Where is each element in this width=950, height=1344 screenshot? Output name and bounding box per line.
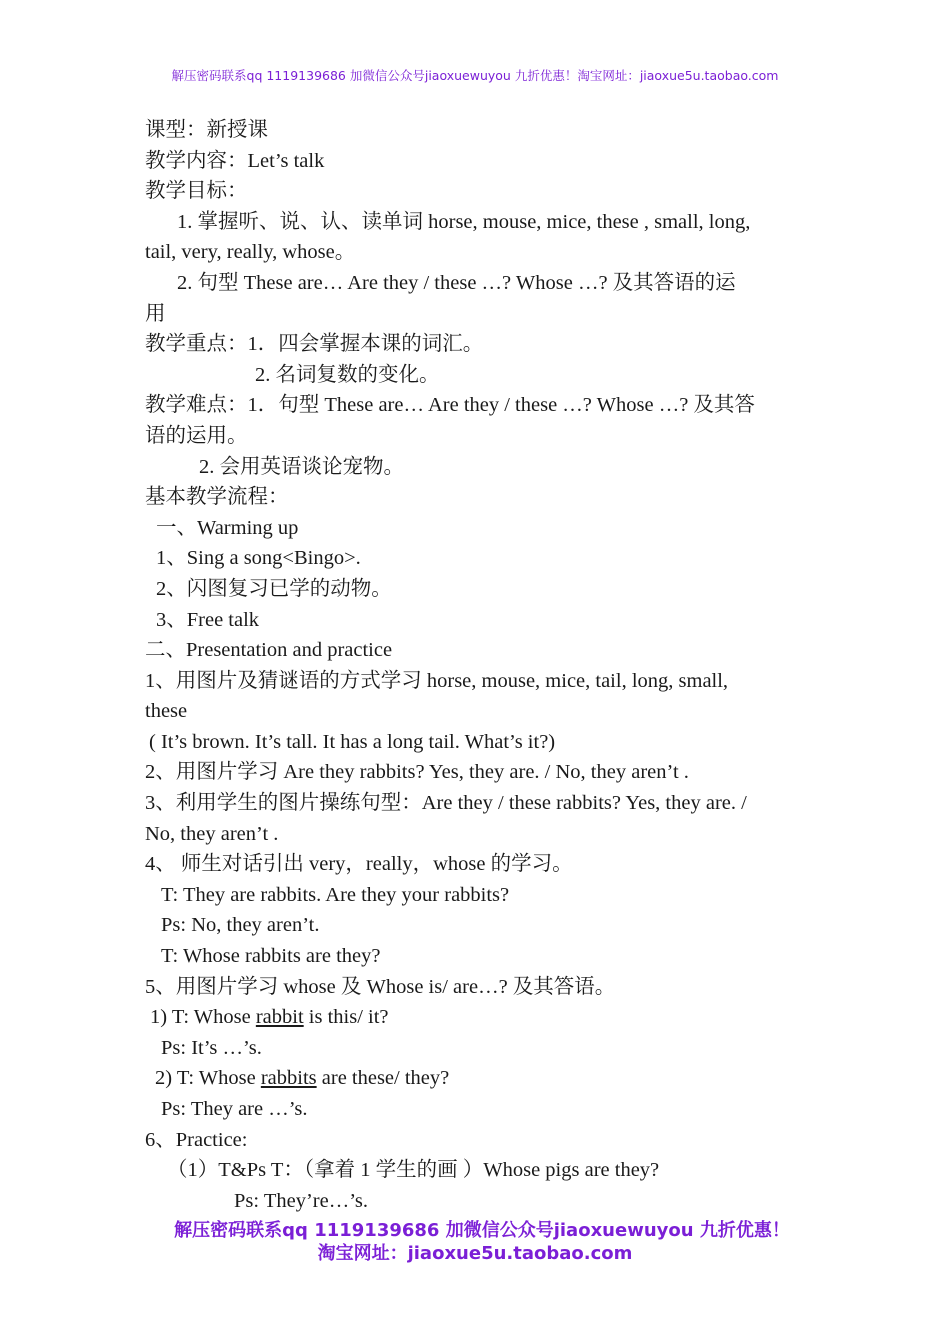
text-line: 3、Free talk [156,608,260,631]
text-line: ( It’s brown. It’s tall. It has a long tail. What’s it?) [149,730,556,753]
text-line: 一、Warming up [156,516,299,539]
underlined-word: rabbits [260,1067,317,1090]
text-line: 二、Presentation and practice [145,639,393,662]
text-line: （1）T&Ps T：（拿着 1 学生的画 ）Whose pigs are they? [167,1159,660,1182]
text-line: 教学目标： [145,180,248,203]
text-line: 5、用图片学习 whose 及 Whose is/ are…? 及其答语。 [145,975,616,998]
text-line: 6、Practice: [145,1128,248,1151]
text-line: 2) T: Whose rabbits are these/ they? [155,1067,450,1090]
text-line: 语的运用。 [145,424,248,447]
text-line: 2、用图片学习 Are they rabbits? Yes, they are. / No, they aren’t . [145,761,689,784]
text-line: 2、闪图复习已学的动物。 [156,577,392,600]
text-line: Ps: They’re…’s. [234,1189,369,1212]
text-line: 4、 师生对话引出 very，really，whose 的学习。 [145,853,573,876]
text-line: 课型：新授课 [145,119,268,141]
text-line: tail, very, really, whose。 [145,241,356,264]
text-line: 3、利用学生的图片操练句型：Are they / these rabbits? Yes, they are. / [145,792,747,815]
lesson-plan-body [145,115,815,1216]
text-line: T: Whose rabbits are they? [161,945,381,968]
text-line: 1、Sing a song<Bingo>. [156,547,361,570]
text-line: 用 [145,302,166,325]
page-header: 解压密码联系qq 1119139686 加微信公众号jiaoxuewuyou 九折优惠！淘宝网址：jiaoxue5u.taobao.com [171,68,779,83]
underlined-word: rabbit [255,1006,304,1029]
text-line: T: They are rabbits. Are they your rabbits? [161,883,510,906]
text-line: 教学重点：1．四会掌握本课的词汇。 [145,333,484,356]
page-footer [0,1219,950,1265]
text-line: No, they aren’t . [145,822,279,845]
text-line: 2. 名词复数的变化。 [255,363,440,386]
text-line: 1. 掌握听、说、认、读单词 horse, mouse, mice, these , small, long, [177,210,751,233]
text-line: 教学难点：1．句型 These are… Are they / these …? Whose …? 及其答 [145,394,755,417]
text-line: 2. 句型 These are… Are they / these …? Whose …? 及其答语的运 [177,271,736,294]
text-line: 2. 会用英语谈论宠物。 [199,455,404,478]
text-line: 1) T: Whose rabbit is this/ it? [150,1006,389,1029]
footer-line-1: 解压密码联系qq 1119139686 加微信公众号jiaoxuewuyou 九折优惠！ [174,1220,790,1241]
footer-line-2: 淘宝网址：jiaoxue5u.taobao.com [317,1243,633,1264]
text-line: 教学内容：Let’s talk [145,149,325,172]
text-line: Ps: They are …’s. [161,1098,308,1120]
text-line: 1、用图片及猜谜语的方式学习 horse, mouse, mice, tail, long, small, [145,669,729,692]
text-line: these [145,700,188,723]
text-line: Ps: No, they aren’t. [161,914,320,937]
text-line: 基本教学流程： [145,486,289,509]
text-line: Ps: It’s …’s. [161,1036,262,1059]
